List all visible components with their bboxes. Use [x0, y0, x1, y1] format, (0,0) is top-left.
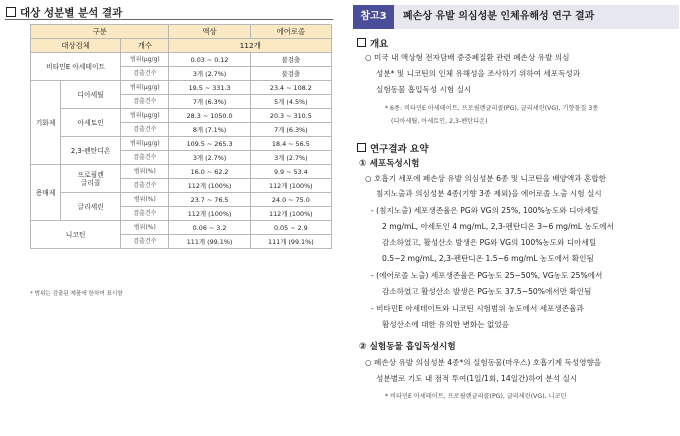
- reference-banner: [353, 5, 679, 29]
- table-row: 2,3-펜탄디온 범위(μg/g) 109.5 ~ 265.3 18.4 ~ 56.5: [31, 137, 332, 151]
- footnote-line: * 6종: 비타민E 아세테이트, 프로필렌글리콜(PG), 글리세린(VG), 기향물질 3종: [385, 105, 599, 112]
- table-header-row: [31, 25, 332, 39]
- inhalation-heading: ② 실험동물 흡입독성시험: [359, 342, 456, 352]
- component-name: 디아세틸: [61, 81, 121, 109]
- count-value: 112개: [169, 39, 332, 53]
- table-row: 검출건수 7개 (6.3%) 5개 (4.5%): [31, 95, 332, 109]
- group-label: 기화제: [31, 81, 61, 165]
- section-title: 대상 성분별 분석 결과: [6, 5, 122, 20]
- circled-number: ②: [359, 342, 367, 352]
- analysis-table: [30, 24, 332, 249]
- paragraph-line: ○ 폐손상 유발 의심성분 4종*의 실험동물(마우스) 호흡기계 독성영향을: [365, 358, 602, 367]
- footnote-line: (디아세틸, 아세토인, 2,3-펜탄디온): [391, 118, 488, 125]
- checkbox-square-icon: [357, 143, 366, 152]
- checkbox-square-icon: [6, 7, 16, 17]
- checkbox-square-icon: [357, 38, 366, 47]
- paragraph-line: 감소하였고, 활성산소 발생은 PG와 VG의 100%농도와 디아세틸: [382, 238, 597, 247]
- paragraph-line: 활성산소에 대한 유의한 변화는 없었음: [382, 320, 510, 329]
- paragraph-line: - (에어로졸 노출) 세포생존율은 PG농도 25~50%, VG농도 25%에서: [371, 271, 603, 280]
- table-row: 검출건수 8개 (7.1%) 7개 (6.3%): [31, 123, 332, 137]
- group-label: 용매제: [31, 165, 61, 221]
- table-row: 니코틴 범위(%) 0.06 ~ 3.2 0.05 ~ 2.9: [31, 221, 332, 235]
- table-row: 검출건수 112개 (100%) 112개 (100%): [31, 207, 332, 221]
- paragraph-line: - (침지노출) 세포생존율은 PG와 VG의 25%, 100%농도와 디아세틸: [371, 206, 599, 215]
- component-name: 니코틴: [31, 221, 121, 249]
- table-row: 아세토인 범위(μg/g) 28.3 ~ 1050.0 20.3 ~ 310.5: [31, 109, 332, 123]
- paragraph-line: 2 mg/mL, 아세토인 4 mg/mL, 2,3-펜탄디온 3~6 mg/mL 농도에서: [382, 222, 614, 231]
- overview-heading: 개요: [357, 36, 388, 50]
- paragraph-line: 0.5~2 mg/mL, 2,3-펜탄디온 1.5~6 mg/mL 농도에서 확인됨: [382, 254, 594, 263]
- paragraph-line: 침지노출과 의심성분 4종(기향 3종 제외)을 에어로졸 노출 시험 실시: [376, 189, 602, 198]
- left-panel: [0, 0, 337, 436]
- paragraph-line: ○ 미국 내 액상형 전자담배 중증폐질환 관련 폐손상 유발 의심: [365, 53, 570, 62]
- component-name: 비타민E 아세테이트: [31, 53, 121, 81]
- table-footnote: * 범위는 검출된 제품에 한하여 표시함: [30, 291, 123, 297]
- cytotoxicity-heading: ① 세포독성시험: [359, 159, 420, 169]
- paragraph-line: - 비타민E 아세테이트와 니코틴 시험범위 농도에서 세포생존율과: [371, 304, 584, 313]
- reference-tag: 참고3: [353, 5, 394, 29]
- count-label: 개수: [121, 39, 169, 53]
- col-category: 구분: [31, 25, 169, 39]
- table-row: 글리세린 범위(%) 23.7 ~ 76.5 24.0 ~ 75.0: [31, 193, 332, 207]
- table-row: 검출건수 112개 (100%) 112개 (100%): [31, 179, 332, 193]
- circled-number: ①: [359, 159, 367, 169]
- component-name: 프로필렌 글리콜: [61, 165, 121, 193]
- component-name: 글리세린: [61, 193, 121, 221]
- banner-title: 폐손상 유발 의심성분 인체유해성 연구 결과: [403, 11, 595, 22]
- table-row: 검출건수 111개 (99.1%) 111개 (99.1%): [31, 235, 332, 249]
- col-aerosol: 에어로졸: [250, 25, 331, 39]
- footnote-line: * 비타민E 아세테이트, 프로필렌글리콜(PG), 글리세린(VG), 니코틴: [385, 393, 567, 400]
- col-liquid: 액상: [169, 25, 250, 39]
- paragraph-line: 감소하였고 활성산소 발생은 PG농도 37.5~50%에서만 확인됨: [382, 287, 592, 296]
- table-row: 비타민E 아세테이트 범위(μg/g) 0.03 ~ 0.12 불검출: [31, 53, 332, 67]
- table-row: 용매제 프로필렌 글리콜 범위(%) 16.0 ~ 62.2 9.9 ~ 53.4: [31, 165, 332, 179]
- paragraph-line: 성분* 및 니코틴의 인체 유해성을 조사하기 위하여 세포독성과: [376, 69, 581, 78]
- summary-heading: 연구결과 요약: [357, 141, 428, 155]
- table-row: 기화제 디아세틸 범위(μg/g) 19.5 ~ 331.3 23.4 ~ 108.2: [31, 81, 332, 95]
- subject-label: 대상검체: [31, 39, 121, 53]
- paragraph-line: 성분별로 기도 내 점적 투여(1일/1회, 14일간)하여 분석 실시: [376, 374, 578, 383]
- table-subheader-row: [31, 39, 332, 53]
- paragraph-line: 실험동물 흡입독성 시험 실시: [376, 85, 472, 94]
- component-name: 아세토인: [61, 109, 121, 137]
- right-panel: [345, 0, 680, 436]
- paragraph-line: ○ 호흡기 세포에 폐손상 유발 의심성분 6종 및 니코틴을 배양액과 혼합한: [365, 174, 606, 183]
- component-name: 2,3-펜탄디온: [61, 137, 121, 165]
- table-row: 검출건수 3개 (2.7%) 불검출: [31, 67, 332, 81]
- divider: [5, 19, 333, 20]
- table-row: 검출건수 3개 (2.7%) 3개 (2.7%): [31, 151, 332, 165]
